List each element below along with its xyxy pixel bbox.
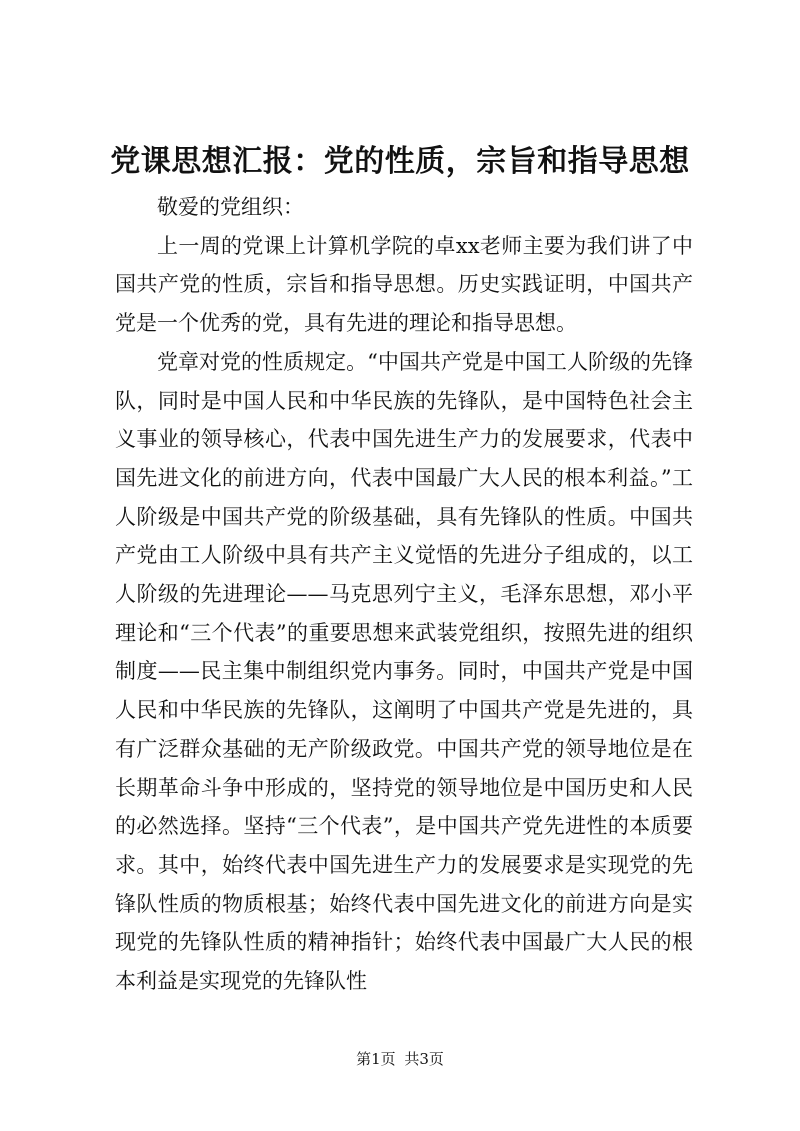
page-total: 共3页 <box>404 1050 444 1068</box>
page-number: 第1页 <box>356 1050 396 1068</box>
page-footer <box>0 1048 800 1069</box>
paragraph: 上一周的党课上计算机学院的卓xx老师主要为我们讲了中国共产党的性质，宗旨和指导思想。历史实践证明，中国共产党是一个优秀的党，具有先进的理论和指导思想。 <box>115 233 693 336</box>
document-body <box>115 188 693 1001</box>
salutation: 敬爱的党组织： <box>157 195 304 219</box>
document-title: 党课思想汇报：党的性质，宗旨和指导思想 <box>110 144 690 179</box>
paragraph: 党章对党的性质规定。“中国共产党是中国工人阶级的先锋队，同时是中国人民和中华民族的先锋队，是中国特色社会主义事业的领导核心，代表中国先进生产力的发展要求，代表中国先进文化的前进方向，代表中国最广大人民的根本利益。”工人阶级是中国共产党的阶级基础，具有先锋队的性质。中国共产党由工人阶级中具有共产主义觉悟的先进分子组成的，以工人阶级的先进理论——马克思列宁主义，毛泽东思想，邓小平理论和“三个代表”的重要思想来武装党组织，按照先进的组织制度——民主集中制组织党内事务。同时，中国共产党是中国人民和中华民族的先锋队，这阐明了中国共产党是先进的，具有广泛群众基础的无产阶级政党。中国共产党的领导地位是在长期革命斗争中形成的，坚持党的领导地位是中国历史和人民的必然选择。坚持“三个代表”，是中国共产党先进性的本质要求。其中，始终代表中国先进生产力的发展要求是实现党的先锋队性质的物质根基；始终代表中国先进文化的前进方向是实现党的先锋队性质的精神指针；始终代表中国最广大人民的根本利益是实现党的先锋队性 <box>115 349 693 994</box>
